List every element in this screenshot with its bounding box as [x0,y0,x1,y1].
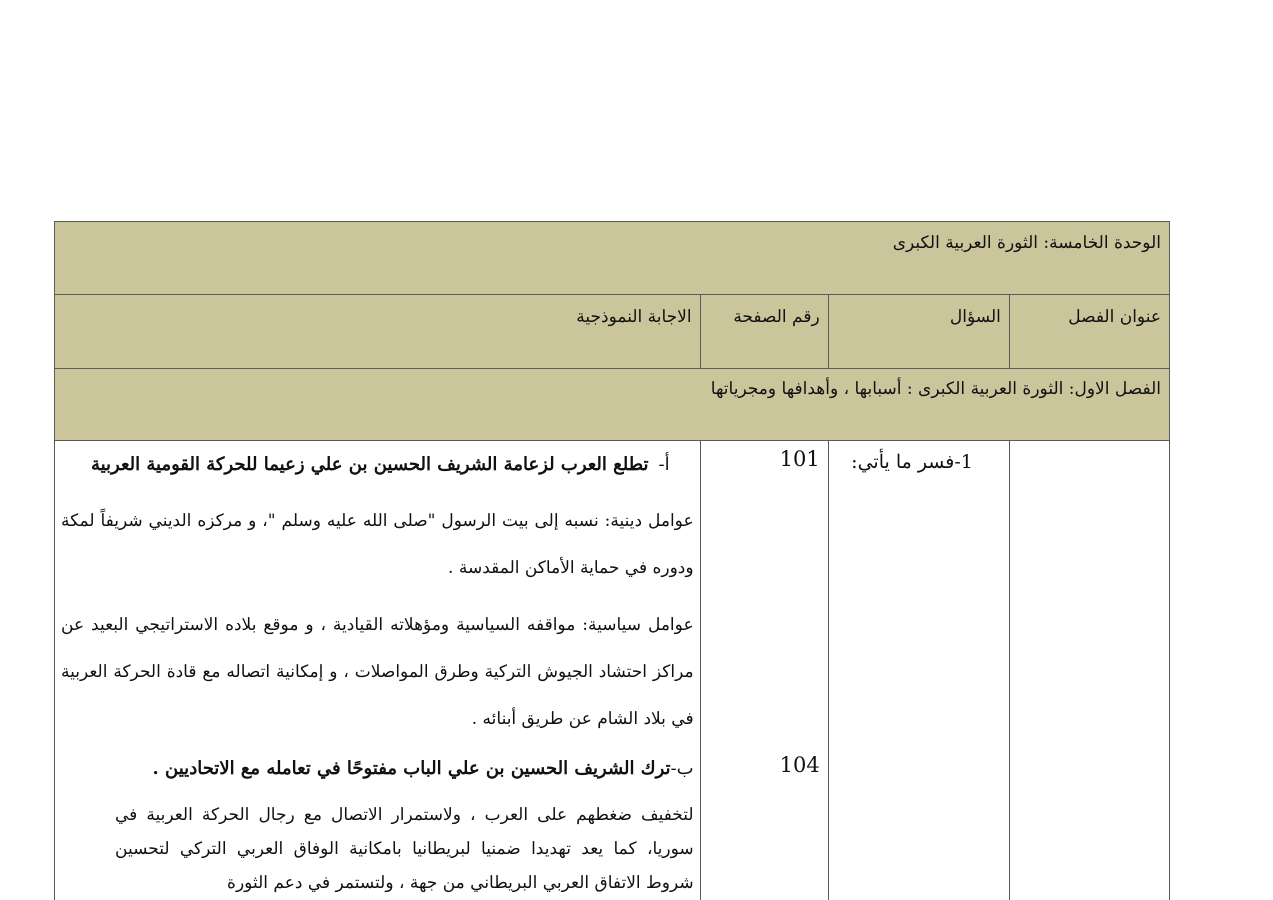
political-factors: عوامل سياسية: مواقفه السياسية ومؤهلاته القيادية ، و موقع بلاده الاستراتيجي البعيد عن مراكز احتشاد الجيوش التركية وطرق المواصلات ، و إمكانية اتصاله مع قادة الحركة العربية في بلاد الشام عن طريق أبنائه . [61,615,694,729]
header-chapter-title: عنوان الفصل [1009,295,1169,369]
part-b-explanation: لتخفيف ضغطهم على العرب ، ولاستمرار الاتصال مع رجال الحركة العربية في سوريا، كما يعد تهديدا ضمنيا لبريطانيا بامكانية الوفاق العربي التركي لتحسين شروط الاتفاق العربي البريطاني من جهة ، ولتستمر في دعم الثورة [115,805,694,893]
question-text: 1-فسر ما يأتي: [851,451,973,473]
content-row [55,441,1170,900]
question-cell [828,441,1009,900]
religious-factors: عوامل دينية: نسبه إلى بيت الرسول "صلى الله عليه وسلم "، و مركزه الديني شريفاً لمكة ودوره في حماية الأماكن المقدسة . [61,511,694,578]
header-page-number: رقم الصفحة [700,295,828,369]
part-a-heading-text: تطلع العرب لزعامة الشريف الحسين بن علي زعيما للحركة القومية العربية [90,454,649,475]
spacer [61,592,694,602]
model-answer-cell [55,441,701,900]
spacer [61,488,694,498]
chapter-title-cell [55,369,1170,441]
chapter-cell-empty [1009,441,1169,900]
header-row [55,295,1170,369]
header-question: السؤال [828,295,1009,369]
page-number-first: 101 [779,447,820,471]
answer-part-a-heading [61,441,694,488]
answer-key-sheet [54,221,1170,900]
unit-title-row [55,222,1170,295]
unit-title-cell [55,222,1170,295]
chapter-title: الفصل الاول: الثورة العربية الكبرى : أسبابها ، وأهدافها ومجرياتها [710,379,1161,399]
answer-key-table [54,221,1170,900]
part-b-marker: ب- [670,758,694,779]
chapter-row [55,369,1170,441]
part-a-marker: أ- [658,454,670,475]
unit-title: الوحدة الخامسة: الثورة العربية الكبرى [892,233,1161,253]
answer-part-b-heading [61,745,694,792]
part-b-heading-text: ترك الشريف الحسين بن علي الباب مفتوحًا في تعامله مع الاتحاديين . [152,758,671,779]
page-number-cell [700,441,828,900]
header-model-answer: الاجابة النموذجية [55,295,701,369]
page-number-second: 104 [779,753,820,777]
